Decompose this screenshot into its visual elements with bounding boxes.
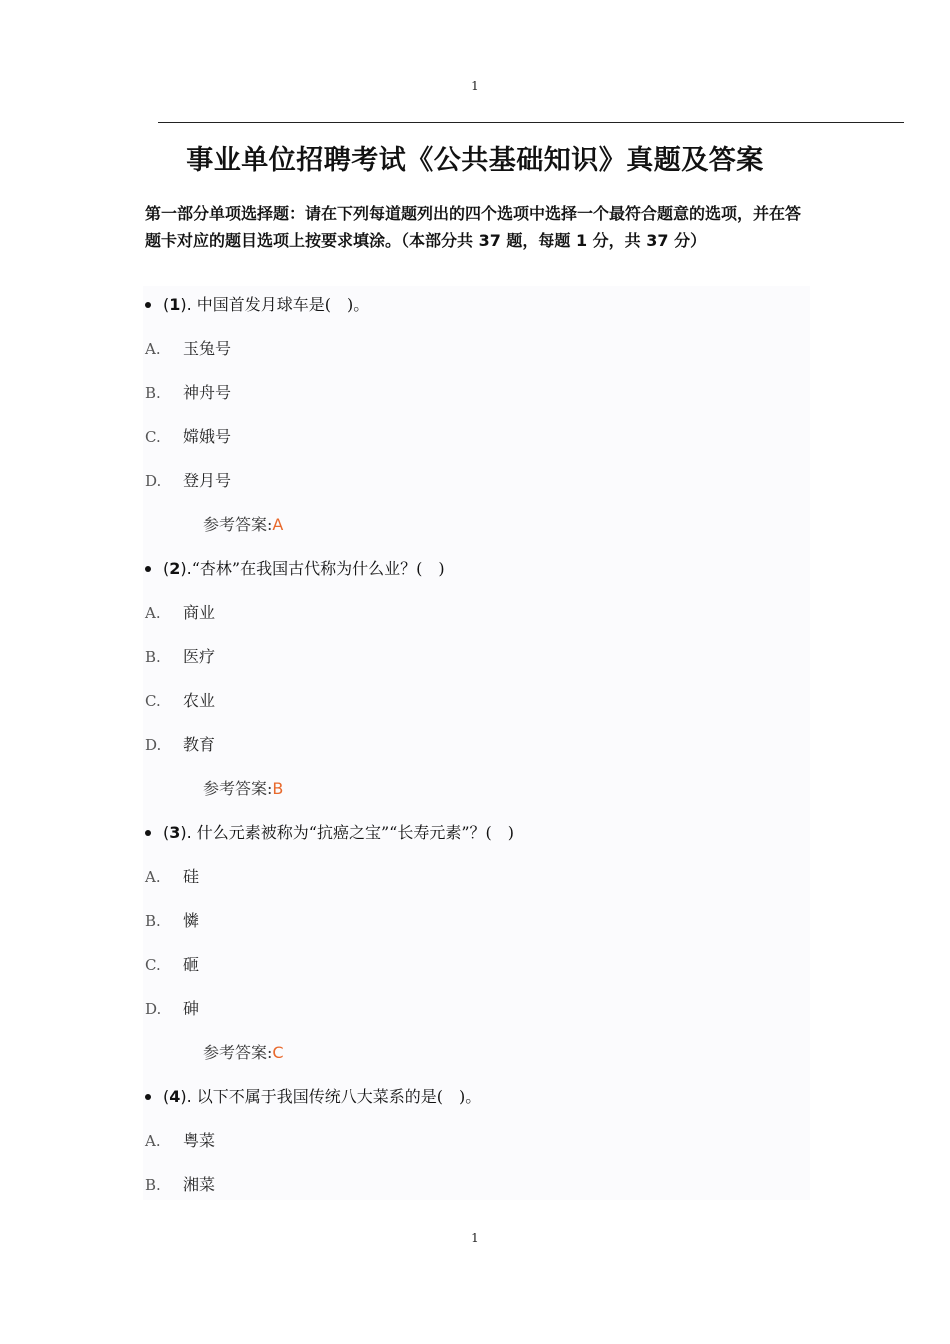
question-number: (4). 以下不属于我国传统八大菜系的是( )。 [163, 1087, 482, 1106]
question-text: 中国首发月球车是( )。 [191, 295, 370, 314]
question-number: (3). 什么元素被称为“抗癌之宝”“长寿元素”？( ) [163, 823, 515, 842]
section-instructions: 第一部分单项选择题：请在下列每道题列出的四个选项中选择一个最符合题意的选项，并在答题卡对应的题目选项上按要求填涂。（本部分共 37 题，每题 1 分，共 37 分） [145, 204, 802, 250]
question-text: “杏林”在我国古代称为什么业？( ) [191, 559, 445, 578]
bullet-icon [145, 566, 151, 572]
answer-3: 参考答案:C [203, 1043, 284, 1062]
footer-page-number: 1 [471, 1231, 479, 1245]
bullet-icon [145, 302, 151, 308]
header-rule [158, 122, 904, 123]
question-number: (1). 中国首发月球车是( )。 [163, 295, 370, 314]
answer-1: 参考答案:A [203, 515, 284, 534]
bullet-icon [145, 830, 151, 836]
answer-2: 参考答案:B [203, 779, 284, 798]
question-number: (2).“杏林”在我国古代称为什么业？( ) [163, 559, 445, 578]
document-title: 事业单位招聘考试《公共基础知识》真题及答案 [186, 145, 764, 176]
header-page-number: 1 [471, 79, 479, 93]
question-text: 以下不属于我国传统八大菜系的是( )。 [191, 1087, 482, 1106]
bullet-icon [145, 1094, 151, 1100]
question-text: 什么元素被称为“抗癌之宝”“长寿元素”？( ) [191, 823, 515, 842]
